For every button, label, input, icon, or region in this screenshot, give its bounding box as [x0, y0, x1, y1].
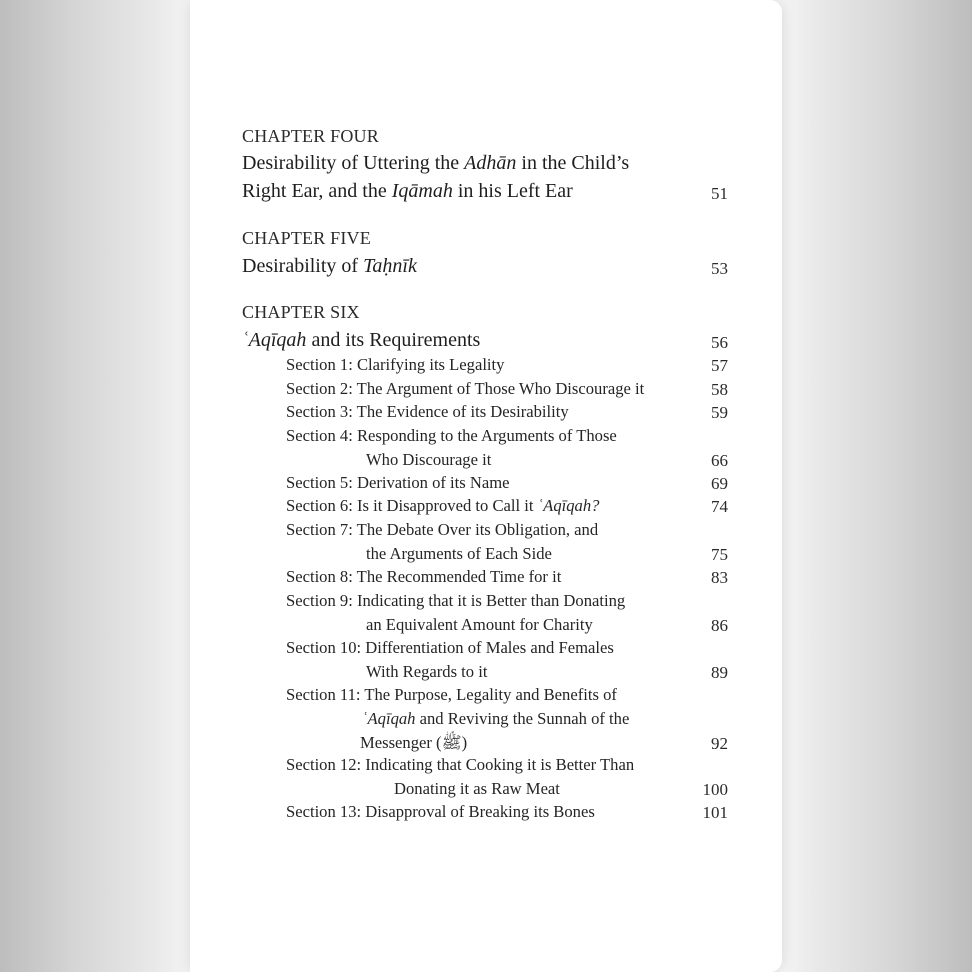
section-4-title-line2: Who Discourage it [366, 450, 492, 469]
title-text: Desirability of [242, 255, 364, 277]
section-9-page: 86 [711, 616, 728, 635]
section-7-page: 75 [711, 545, 728, 564]
section-7-title-line1: Section 7: The Debate Over its Obligation, and [286, 520, 599, 539]
section-12-title-line2: Donating it as Raw Meat [394, 779, 560, 798]
chapter-six-title [242, 329, 480, 352]
section-6-page: 74 [711, 497, 728, 516]
chapter-six-label: CHAPTER SIX [242, 302, 360, 322]
chapter-five-label: CHAPTER FIVE [242, 228, 371, 248]
chapter-four-title-line1 [242, 152, 629, 175]
chapter-four-title-line2 [242, 180, 573, 203]
chapter-four-label: CHAPTER FOUR [242, 126, 379, 146]
section-7-title-line2: the Arguments of Each Side [366, 544, 552, 563]
chapter-five-title [242, 255, 417, 278]
section-4-title-line1: Section 4: Responding to the Arguments of Those [286, 426, 617, 445]
section-2-page: 58 [711, 380, 728, 399]
section-9-title-line1: Section 9: Indicating that it is Better than Donating [286, 591, 626, 610]
title-italic-term: Iqāmah [391, 180, 453, 202]
chapter-five-page: 53 [711, 259, 728, 278]
title-italic-term: Taḥnīk [363, 255, 417, 277]
section-12-page: 100 [702, 780, 728, 799]
title-text: Desirability of Uttering the [242, 152, 465, 174]
section-8-title: Section 8: The Recommended Time for it [286, 567, 562, 586]
section-13-title: Section 13: Disapproval of Breaking its Bones [286, 802, 595, 821]
section-11-title-line1: Section 11: The Purpose, Legality and Benefits of [286, 685, 617, 704]
section-6-title [286, 496, 599, 516]
section-italic-term: ʿAqīqah? [537, 496, 600, 515]
chapter-four-page: 51 [711, 184, 728, 203]
book-page [190, 0, 782, 972]
title-italic-term: Adhān [464, 152, 517, 174]
section-5-page: 69 [711, 474, 728, 493]
section-8-page: 83 [711, 568, 728, 587]
section-1-title: Section 1: Clarifying its Legality [286, 355, 505, 374]
section-text: and Reviving the Sunnah of the [415, 709, 630, 728]
section-5-title: Section 5: Derivation of its Name [286, 473, 510, 492]
title-text: and its Requirements [306, 329, 481, 351]
section-italic-term: ʿAqīqah [362, 709, 416, 728]
section-2-title: Section 2: The Argument of Those Who Discourage it [286, 379, 645, 398]
title-text: in his Left Ear [452, 180, 573, 202]
section-11-page: 92 [711, 734, 728, 753]
section-10-title-line1: Section 10: Differentiation of Males and Females [286, 638, 614, 657]
section-12-title-line1: Section 12: Indicating that Cooking it is Better Than [286, 755, 635, 774]
section-3-title: Section 3: The Evidence of its Desirability [286, 402, 569, 421]
chapter-six-page: 56 [711, 333, 728, 352]
section-1-page: 57 [711, 356, 728, 375]
title-text: in the Child’s [516, 152, 630, 174]
section-10-title-line2: With Regards to it [366, 662, 488, 681]
section-11-title-line2 [362, 709, 629, 729]
section-text: Section 6: Is it Disapproved to Call it [286, 496, 538, 515]
section-10-page: 89 [711, 663, 728, 682]
section-13-page: 101 [702, 803, 728, 822]
section-11-title-line3: Messenger (ﷺ) [360, 733, 468, 752]
title-text: Right Ear, and the [242, 180, 392, 202]
title-italic-term: ʿAqīqah [242, 329, 307, 351]
section-4-page: 66 [711, 451, 728, 470]
section-3-page: 59 [711, 403, 728, 422]
section-9-title-line2: an Equivalent Amount for Charity [366, 615, 593, 634]
